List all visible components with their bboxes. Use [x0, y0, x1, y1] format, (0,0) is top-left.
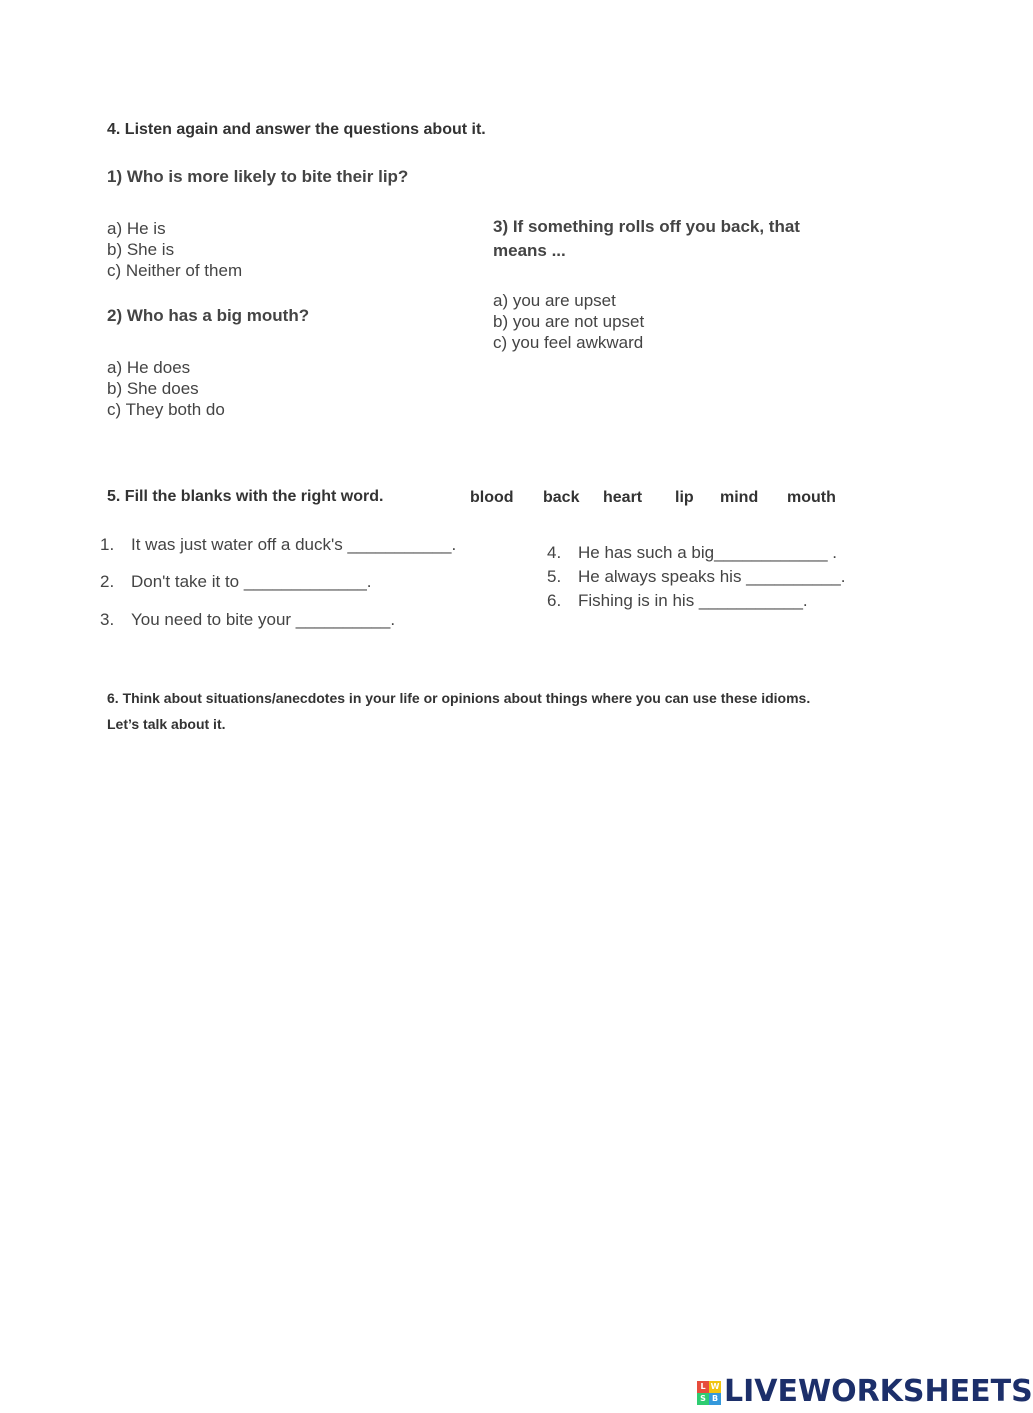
question-3-options — [493, 290, 644, 353]
word-bank-item: back — [543, 489, 580, 506]
question-1: 1) Who is more likely to bite their lip? — [107, 167, 409, 186]
word-bank-item: heart — [603, 489, 643, 506]
option-a[interactable]: a) you are upset — [493, 291, 616, 310]
item-text[interactable]: He always speaks his __________. — [578, 567, 846, 586]
item-text[interactable]: Fishing is in his ___________. — [578, 591, 808, 610]
option-a[interactable]: a) He does — [107, 358, 191, 377]
logo-tile: S — [697, 1393, 709, 1405]
fill-item-4 — [547, 543, 837, 563]
logo-tile: L — [697, 1381, 709, 1393]
option-c[interactable]: c) Neither of them — [107, 261, 243, 280]
fill-item-6 — [547, 591, 808, 611]
logo-tile: W — [710, 1382, 720, 1391]
item-text[interactable]: It was just water off a duck's ___________. — [131, 535, 457, 554]
fill-item-1 — [100, 535, 456, 555]
section-4-heading: 4. Listen again and answer the questions about it. — [107, 121, 486, 138]
item-text[interactable]: He has such a big____________ . — [578, 543, 837, 562]
logo-tile: B — [709, 1393, 721, 1405]
word-bank-item: mind — [720, 489, 759, 506]
section-6-line-2: Let’s talk about it. — [107, 716, 226, 732]
item-number: 3. — [100, 610, 115, 629]
section-6-line-1: 6. Think about situations/anecdotes in your life or opinions about things where you can use these idioms. — [107, 690, 811, 706]
word-bank — [470, 489, 836, 507]
word-bank-item: mouth — [787, 489, 836, 506]
fill-item-5 — [547, 567, 845, 587]
option-b[interactable]: b) you are not upset — [493, 312, 645, 331]
liveworksheets-logo-icon — [697, 1381, 721, 1405]
item-number: 4. — [547, 543, 562, 562]
option-b[interactable]: b) She is — [107, 240, 175, 259]
item-number: 2. — [100, 572, 115, 591]
word-bank-item: lip — [675, 489, 694, 506]
question-3-line-2: means ... — [493, 241, 566, 260]
question-3-line-1: 3) If something rolls off you back, that — [493, 217, 800, 236]
item-number: 1. — [100, 535, 115, 554]
liveworksheets-brand: LIVEWORKSHEETS — [724, 1374, 1033, 1409]
question-2: 2) Who has a big mouth? — [107, 306, 310, 325]
option-c[interactable]: c) They both do — [107, 400, 225, 419]
fill-item-2 — [100, 572, 372, 592]
item-text[interactable]: Don't take it to _____________. — [131, 572, 372, 591]
item-text[interactable]: You need to bite your __________. — [131, 610, 396, 629]
question-2-options — [107, 357, 225, 420]
section-5-heading: 5. Fill the blanks with the right word. — [107, 488, 384, 505]
option-c[interactable]: c) you feel awkward — [493, 333, 644, 352]
item-number: 5. — [547, 567, 562, 586]
word-bank-item: blood — [470, 489, 514, 506]
fill-item-3 — [100, 610, 395, 630]
option-b[interactable]: b) She does — [107, 379, 199, 398]
question-3 — [493, 215, 800, 263]
question-1-options — [107, 218, 242, 281]
option-a[interactable]: a) He is — [107, 219, 166, 238]
item-number: 6. — [547, 591, 562, 610]
